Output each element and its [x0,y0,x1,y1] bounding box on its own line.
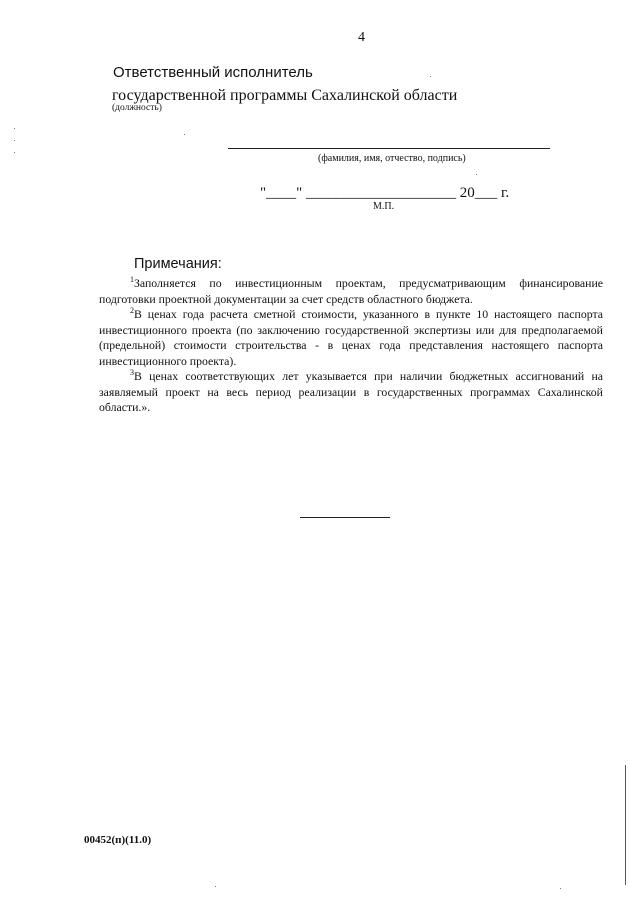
position-title-line-2: государственной программы Сахалинской области [112,87,458,104]
footnote-marker-2: 2 [130,306,134,315]
note-text-3: В ценах соответствующих лет указывается при наличии бюджетных ассигнований на заявляемый проект на весь период реализации в государственных программах Сахалинской области.». [99,369,603,414]
end-divider [300,517,390,518]
footnote-marker-1: 1 [130,275,134,284]
note-item-1 [99,276,603,307]
signature-line [228,148,550,149]
date-field: "____" ____________________ 20___ г. [260,185,510,201]
scan-speck [14,152,15,153]
note-text-1: Заполняется по инвестиционным проектам, предусматривающим финансирование подготовки проектной документации за счет средств областного бюджета. [99,276,603,306]
scan-speck [560,888,561,889]
position-title-line-1: Ответственный исполнитель [113,64,313,81]
signature-caption: (фамилия, имя, отчество, подпись) [318,153,466,164]
scan-speck [476,174,477,175]
footnote-marker-3: 3 [130,368,134,377]
document-code: 00452(п)(11.0) [84,834,152,846]
seal-caption: М.П. [373,201,395,212]
scan-speck [430,76,431,77]
notes-heading: Примечания: [134,256,222,272]
scan-speck [14,140,15,141]
position-caption: (должность) [112,103,162,113]
note-item-2 [99,307,603,369]
scan-speck [184,134,185,135]
scan-speck [215,886,216,887]
note-item-3 [99,369,603,416]
page-number: 4 [358,30,365,45]
note-text-2: В ценах года расчета сметной стоимости, указанного в пункте 10 настоящего паспорта инвестиционного проекта (по заключению государственной экспертизы или для предполагаемой (предельной) стоимости строительства - в ценах года представления настоящего паспорта инвестиционного проекта). [99,307,603,368]
scan-edge-mark [625,765,626,885]
scan-speck [14,128,15,129]
